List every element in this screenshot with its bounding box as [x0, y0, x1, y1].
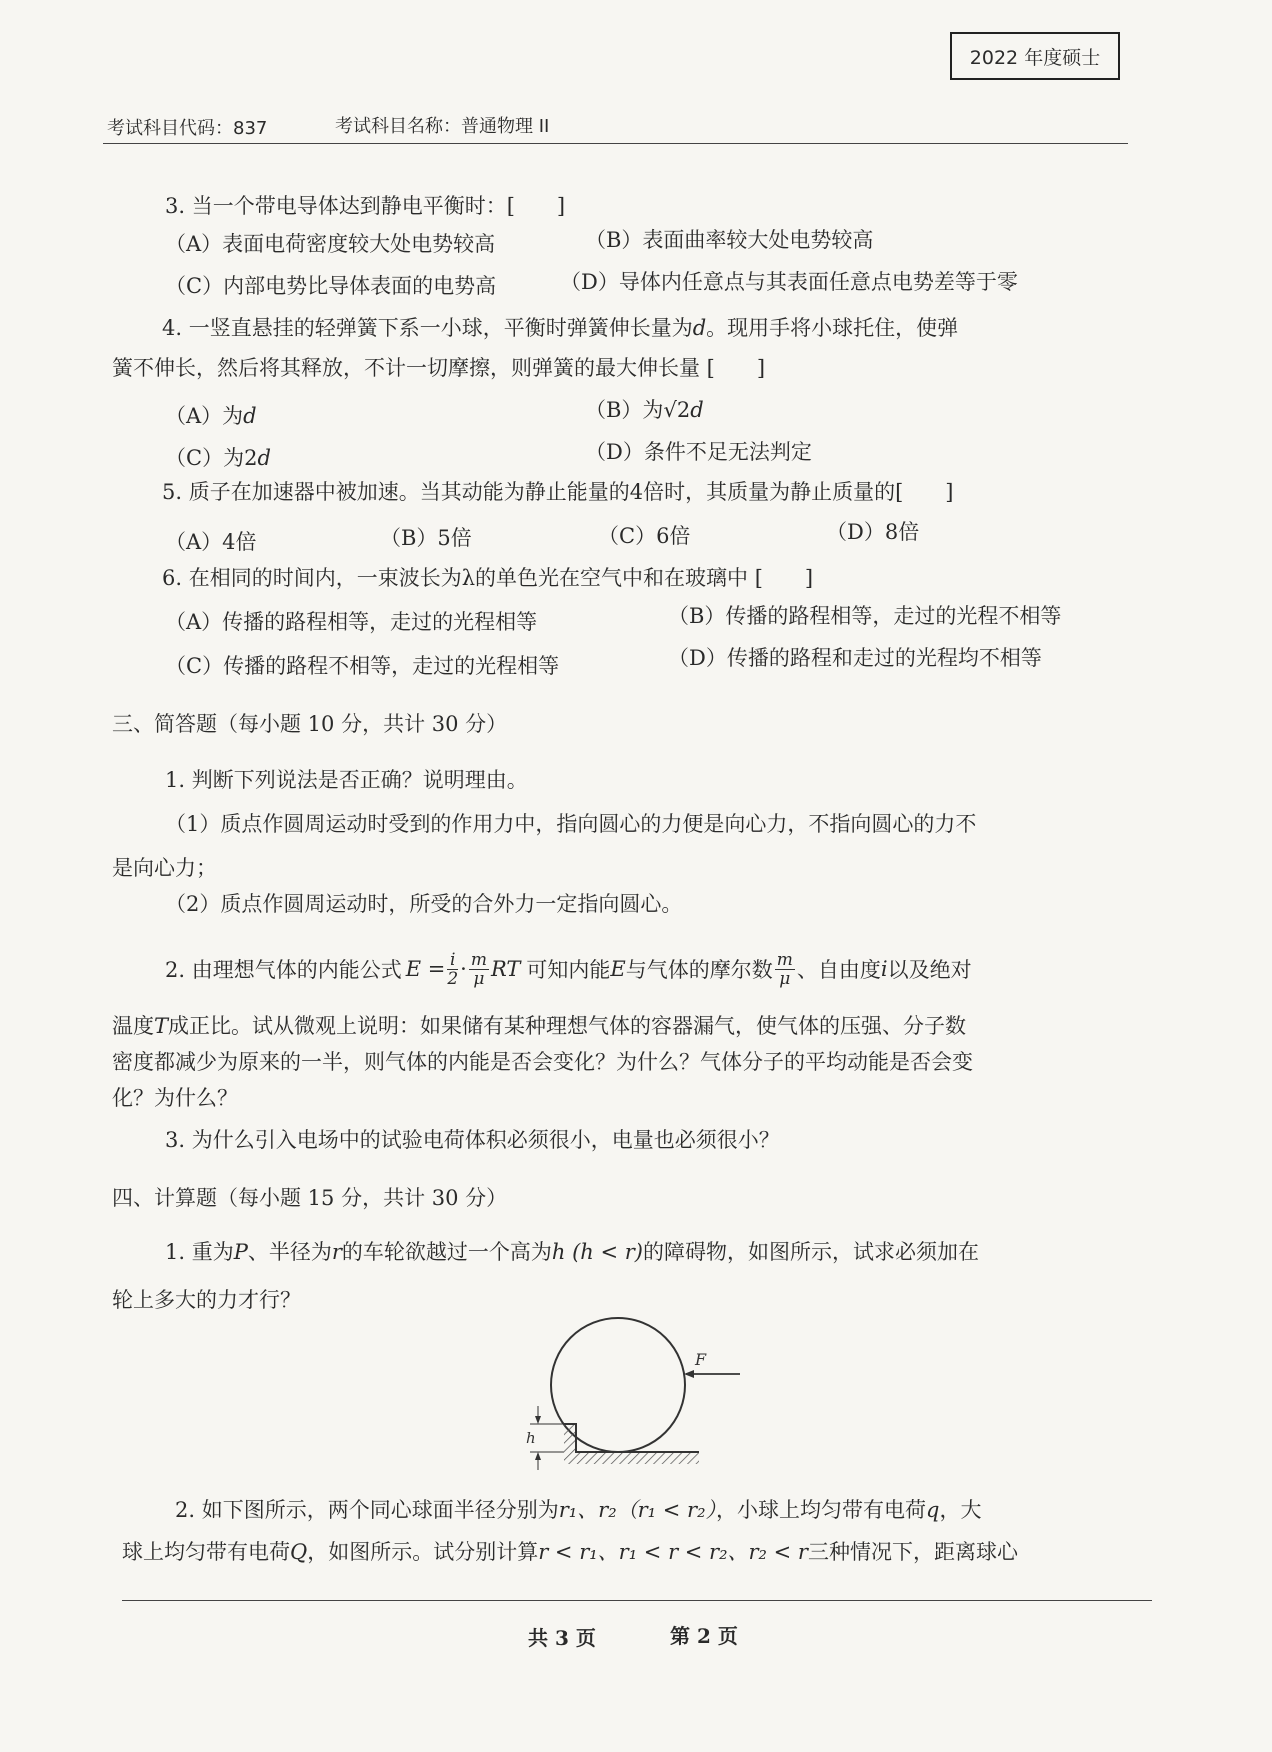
s3-q2-line3: 密度都减少为原来的一半，则气体的内能是否会变化？为什么？气体分子的平均动能是否会变: [112, 1050, 973, 1074]
s3-q2-line4: 化？为什么？: [112, 1086, 238, 1110]
mc-q4-option-b: （B）为√2d: [585, 398, 704, 422]
mc-q5-stem: 5. 质子在加速器中被加速。当其动能为静止能量的4倍时，其质量为静止质量的[ ]: [162, 480, 954, 504]
mc-q6-option-d: （D）传播的路程和走过的光程均不相等: [668, 646, 1042, 670]
footer-rule: [122, 1600, 1152, 1601]
mc-q3-option-d: （D）导体内任意点与其表面任意点电势差等于零: [560, 270, 1018, 294]
exam-year-badge: 2022 年度硕士: [950, 32, 1120, 80]
mc-q4-option-c: （C）为2d: [165, 446, 271, 470]
mc-q6-stem: 6. 在相同的时间内，一束波长为λ的单色光在空气中和在玻璃中 [ ]: [162, 566, 814, 590]
mc-q3-option-c: （C）内部电势比导体表面的电势高: [165, 274, 497, 298]
mc-q3-stem: 3. 当一个带电导体达到静电平衡时：[ ]: [165, 194, 566, 218]
s4-q1-line2: 轮上多大的力才行？: [112, 1288, 301, 1312]
mc-q4-stem-tail: 。现用手将小球托住，使弹: [706, 316, 959, 340]
mc-q4-var-d: d: [692, 316, 707, 340]
ground-hatch: [564, 1452, 699, 1464]
total-pages: 共 3 页: [528, 1626, 596, 1650]
mc-q6-option-c: （C）传播的路程不相等，走过的光程相等: [165, 654, 560, 678]
mc-q5-option-c: （C）6倍: [598, 524, 691, 548]
section3-title: 三、简答题（每小题 10 分，共计 30 分）: [112, 712, 508, 736]
mc-q4-stem-line2: 簧不伸长，然后将其释放，不计一切摩擦，则弹簧的最大伸长量 [ ]: [112, 356, 766, 380]
mc-q3-option-a: （A）表面电荷密度较大处电势较高: [165, 232, 496, 256]
s4-q2-line1: 2. 如下图所示，两个同心球面半径分别为r₁、r₂（r₁ < r₂），小球上均匀带有电荷q，大: [175, 1498, 982, 1522]
subject-name: 考试科目名称：普通物理 II: [335, 116, 550, 137]
s3-q1-item1-line1: （1）质点作圆周运动时受到的作用力中，指向圆心的力便是向心力，不指向圆心的力不: [165, 812, 977, 836]
section4-title: 四、计算题（每小题 15 分，共计 30 分）: [112, 1186, 508, 1210]
s3-q1-item1-line2: 是向心力；: [112, 856, 217, 880]
s3-q2-line2: 温度T成正比。试从微观上说明：如果储有某种理想气体的容器漏气，使气体的压强、分子数: [112, 1014, 967, 1038]
s3-q2-line1: 2. 由理想气体的内能公式 E = $\frac{i}{2}$ · $\frac{m}{\mu}$ RT 可知内能 E 与气体的摩尔数 $\frac{m}{\mu}$ 、自由度 i 以及绝对: [165, 949, 972, 989]
fraction-m-over-mu-2: $\frac{m}{\mu}$: [776, 949, 793, 989]
force-label: F: [695, 1350, 707, 1369]
mc-q5-option-d: （D）8倍: [826, 520, 920, 544]
mc-q4-stem-line1: [162, 312, 958, 342]
s3-q1-item2: （2）质点作圆周运动时，所受的合外力一定指向圆心。: [165, 892, 683, 916]
mc-q3-option-b: （B）表面曲率较大处电势较高: [585, 228, 874, 252]
mc-q6-option-b: （B）传播的路程相等，走过的光程不相等: [668, 604, 1062, 628]
page-number: 第 2 页: [670, 1624, 738, 1648]
height-label: h: [526, 1429, 536, 1447]
header-rule: [103, 143, 1128, 144]
mc-q5-option-a: （A）4倍: [165, 530, 257, 554]
wheel-obstacle-figure: [510, 1310, 750, 1470]
subject-code: 考试科目代码：837: [107, 118, 268, 139]
mc-q6-option-a: （A）传播的路程相等，走过的光程相等: [165, 610, 538, 634]
obstacle-block: [564, 1424, 576, 1452]
s4-q2-line2: 球上均匀带有电荷Q，如图所示。试分别计算r < r₁、r₁ < r < r₂、r₂ < r三种情况下，距离球心: [122, 1540, 1018, 1564]
fraction-i-over-2: $\frac{i}{2}$: [447, 949, 459, 989]
fraction-m-over-mu: $\frac{m}{\mu}$: [470, 949, 487, 989]
mc-q5-option-b: （B）5倍: [380, 526, 472, 550]
mc-q4-option-a: （A）为d: [165, 404, 257, 428]
s4-q1-line1: 1. 重为P、半径为r的车轮欲越过一个高为h (h < r)的障碍物，如图所示，试求必须加在: [165, 1240, 980, 1264]
mc-q4-option-d: （D）条件不足无法判定: [585, 440, 812, 464]
mc-q4-stem-text: 4. 一竖直悬挂的轻弹簧下系一小球，平衡时弹簧伸长量为: [162, 316, 693, 340]
ground-line: [564, 1424, 699, 1452]
s3-q3: 3. 为什么引入电场中的试验电荷体积必须很小，电量也必须很小？: [165, 1128, 780, 1152]
s3-q1: 1. 判断下列说法是否正确？说明理由。: [165, 768, 528, 792]
